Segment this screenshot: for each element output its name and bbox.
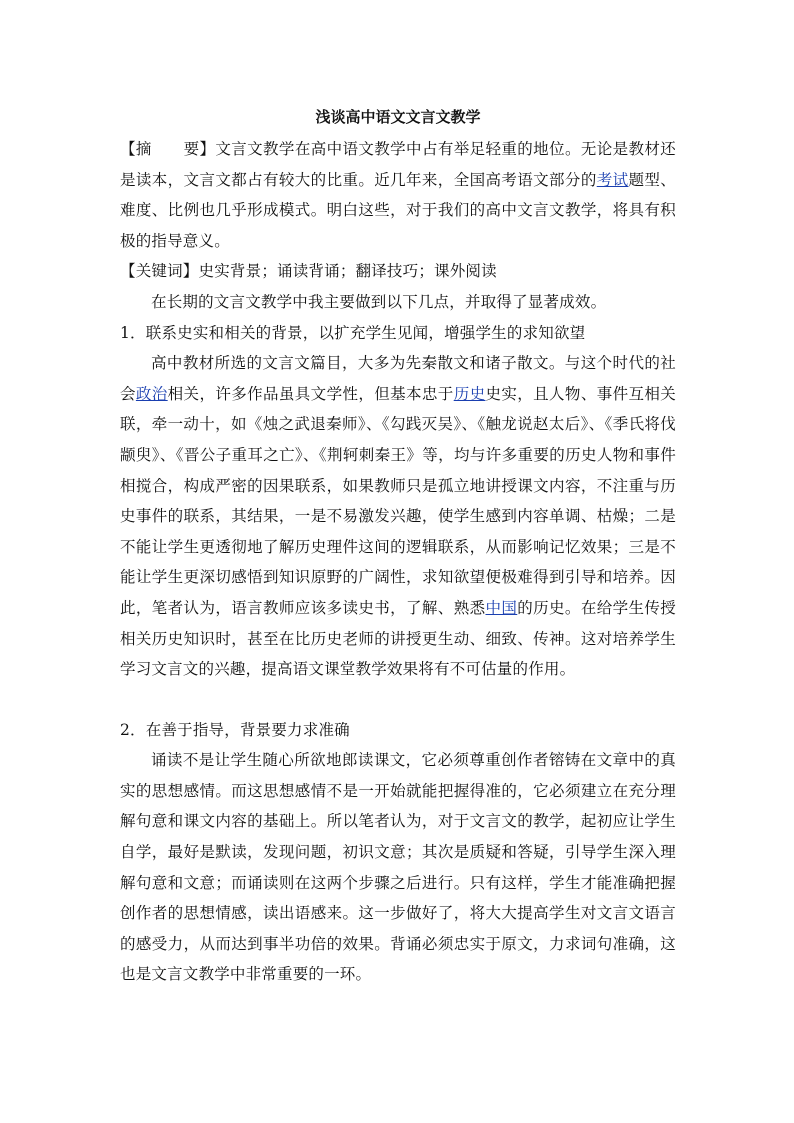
abstract-label: 【摘 要】 — [120, 140, 216, 158]
keywords-label: 【关键词】 — [120, 262, 199, 281]
document-page — [120, 100, 676, 990]
china-link[interactable]: 中国 — [485, 598, 518, 617]
abstract-text-part1: 文言文教学在高中语文教学中占有举足轻重的地位。无论是教材还是读本，文言文都占有较大的比重。近几年来，全国高考语文部分的 — [120, 140, 677, 189]
section1-text-part4: 的历史。在给学生传授相关历史知识时，甚至在比历史老师的讲授更生动、细致、传神。这对培养学生学习文言文的兴趣，提高语文课堂教学效果将有不可估量的作用。 — [120, 598, 676, 679]
section2-heading: 2．在善于指导，背景要力求准确 — [120, 720, 350, 739]
abstract-paragraph — [120, 134, 676, 256]
section1-text-part1: 高中教材所选的文言文篇目，大多为先秦散文和诸子散文。与这个时代的社会 — [120, 354, 676, 403]
intro-paragraph: 在长期的文言文教学中我主要做到以下几点，并取得了显著成效。 — [151, 292, 607, 311]
document-title: 浅谈高中语文文言文教学 — [315, 108, 481, 126]
exam-link[interactable]: 考试 — [596, 170, 629, 189]
section1-body — [120, 348, 676, 685]
abstract-text-part2: 题型、难度、比例也几乎形成模式。明白这些，对于我们的高中文言文教学，将具有积极的指导意义。 — [120, 170, 676, 250]
section1-text-part3: 史实，且人物、事件互相关联，牵一动十，如《烛之武退秦师》、《勾践灭吴》、《触龙说赵太后》、《季氏将伐颛臾》、《晋公子重耳之亡》、《荆轲刺秦王》等，均与许多重要的历史人物和事件相搅合，构成严密的因果联系，如果教师只是孤立地讲授课文内容，不注重与历史事件的联系，其结果，一是不易激发兴趣，使学生感到内容单调、枯燥；二是不能让学生更透彻地了解历史理件这间的逻辑联系，从而影响记忆效果；三是不能让学生更深切感悟到知识原野的广阔性，求知欲望便极难得到引导和培养。因此，笔者认为，语言教师应该多读史书，了解、熟悉 — [120, 384, 676, 617]
section1-heading: 1．联系史实和相关的背景，以扩充学生见闻，增强学生的求知欲望 — [120, 323, 586, 342]
blank-line — [120, 685, 676, 715]
history-link[interactable]: 历史 — [453, 384, 486, 403]
section2-body: 诵读不是让学生随心所欲地郎读课文，它必须尊重创作者镕铸在文章中的真实的思想感情。而这思想感情不是一开始就能把握得准的，它必须建立在充分理解句意和课文内容的基础上。所以笔者认为，对于文言文的教学，起初应让学生自学，最好是默读，发现问题，初识文意；其次是质疑和答疑，引导学生深入理解句意和文意；而诵读则在这两个步骤之后进行。只有这样，学生才能准确把握创作者的思想情感，读出语感来。这一步做好了，将大大提高学生对文言文语言的感受力，从而达到事半功倍的效果。背诵必须忠实于原文，力求词句准确，这也是文言文教学中非常重要的一环。 — [120, 751, 676, 984]
keywords-paragraph — [120, 256, 676, 287]
section1-text-part2: 相关，许多作品虽具文学性，但基本忠于 — [167, 384, 454, 403]
keywords-text: 史实背景；诵读背诵；翻译技巧；课外阅读 — [198, 262, 497, 281]
politics-link[interactable]: 政治 — [135, 384, 168, 403]
